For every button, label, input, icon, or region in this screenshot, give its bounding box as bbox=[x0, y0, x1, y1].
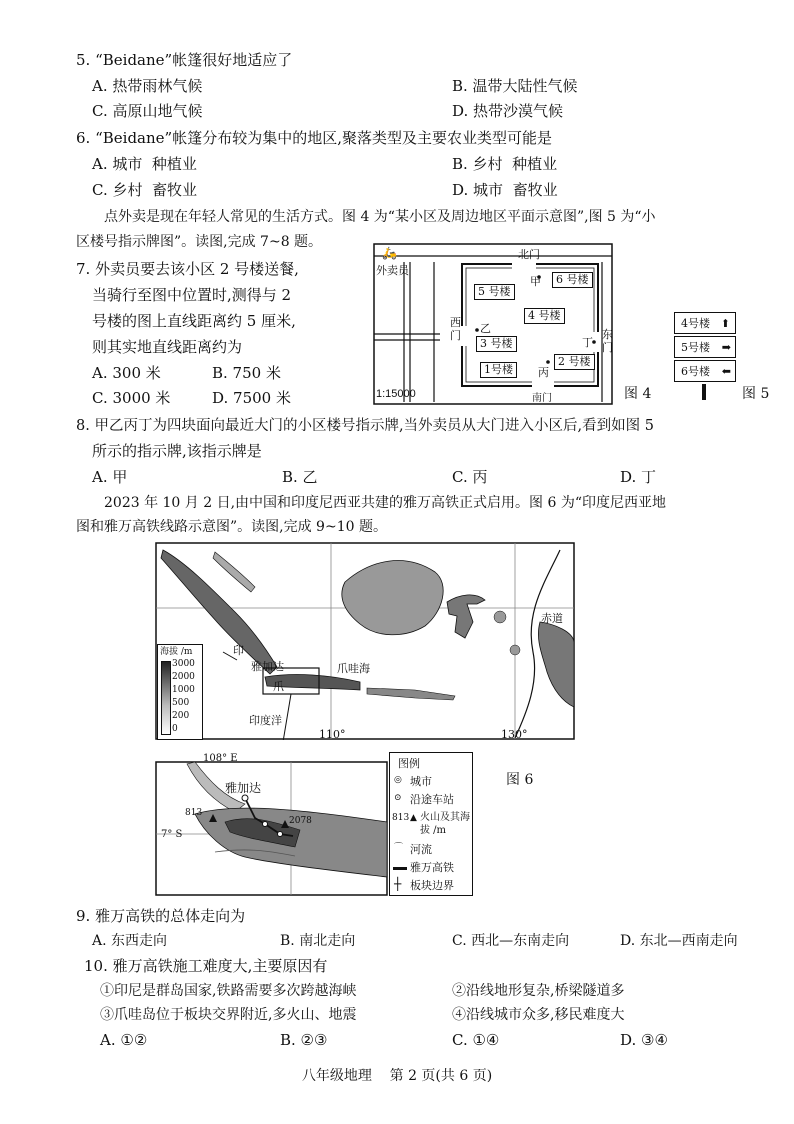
sign-5-label: 5号楼 bbox=[681, 341, 710, 354]
q9-option-d: D. 东北—西南走向 bbox=[620, 933, 738, 949]
q10-option-2: ②沿线地形复杂,桥梁隧道多 bbox=[452, 983, 625, 999]
q7-line3: 号楼的图上直线距离约 5 厘米, bbox=[92, 312, 296, 330]
java-inset-map bbox=[155, 752, 388, 896]
sign-post bbox=[702, 384, 706, 400]
arrow-left-icon: ⬅ bbox=[721, 365, 731, 378]
q9-stem: 9. 雅万高铁的总体走向为 bbox=[76, 907, 246, 925]
fig4-scale: 1:15000 bbox=[376, 388, 416, 400]
fig4-marker-bing: 丙 bbox=[538, 366, 549, 379]
q10-answer-c: C. ①④ bbox=[452, 1031, 500, 1049]
label-lon-110: 110° bbox=[319, 728, 346, 741]
legend-river: 河流 bbox=[410, 843, 432, 856]
figure-4 bbox=[372, 242, 614, 406]
elev-2000: 2000 bbox=[172, 672, 195, 682]
page-footer: 八年级地理 第 2 页(共 6 页) bbox=[301, 1068, 493, 1084]
q5-option-a: A. 热带雨林气候 bbox=[92, 77, 203, 95]
volcano-813: 813 bbox=[185, 808, 203, 818]
sign-6-label: 6号楼 bbox=[681, 365, 710, 378]
label-zhao: 爪 bbox=[273, 680, 284, 693]
q5-option-b: B. 温带大陆性气候 bbox=[452, 77, 578, 95]
river-icon: ⌒ bbox=[394, 843, 404, 853]
elev-500: 500 bbox=[172, 698, 190, 708]
sign-building-5 bbox=[674, 336, 736, 358]
fig4-west-gate: 西 门 bbox=[450, 316, 461, 342]
legend-volcano: 火山及其海拔 /m bbox=[420, 812, 470, 836]
elevation-legend-title: 海拔 /m bbox=[160, 647, 193, 657]
elev-3000: 3000 bbox=[172, 659, 195, 669]
q8-option-d: D. 丁 bbox=[620, 468, 657, 486]
fig4-marker-jia: 甲 bbox=[530, 275, 541, 288]
inset-lon-108: 108° E bbox=[203, 753, 238, 764]
indonesia-map bbox=[155, 542, 575, 740]
fig4-marker-yi: 乙 bbox=[480, 322, 491, 335]
q5-option-d: D. 热带沙漠气候 bbox=[452, 102, 564, 120]
legend-813: 813 bbox=[392, 813, 410, 823]
inset-lat-7: 7° S bbox=[161, 829, 183, 840]
label-lon-130: 130° bbox=[501, 728, 528, 741]
volcano-icon: ▲ bbox=[410, 813, 417, 823]
sign-4-label: 4号楼 bbox=[681, 317, 710, 330]
q10-option-1: ①印尼是群岛国家,铁路需要多次跨越海峡 bbox=[100, 983, 357, 999]
figure-6-inset bbox=[155, 752, 388, 896]
plate-boundary-icon: ┼ bbox=[394, 877, 402, 891]
q9-option-b: B. 南北走向 bbox=[280, 933, 356, 949]
intro78-line2: 区楼号指示牌图”。读图,完成 7~8 题。 bbox=[76, 234, 323, 250]
fig4-north-gate: 北门 bbox=[518, 248, 540, 261]
intro910-line1: 2023 年 10 月 2 日,由中国和印度尼西亚共建的雅万高铁正式启用。图 6 为“印度尼西亚地 bbox=[104, 495, 667, 511]
q7-line4: 则其实地直线距离约为 bbox=[92, 338, 243, 356]
q10-option-4: ④沿线城市众多,移民难度大 bbox=[452, 1007, 625, 1023]
q10-answer-b: B. ②③ bbox=[280, 1031, 328, 1049]
q10-stem: 10. 雅万高铁施工难度大,主要原因有 bbox=[84, 957, 328, 975]
q7-line1: 7. 外卖员要去该小区 2 号楼送餐, bbox=[76, 260, 299, 278]
arrow-up-icon: ⬆ bbox=[720, 317, 730, 330]
fig4-east-gate: 东 门 bbox=[602, 328, 613, 354]
inset-jakarta: 雅加达 bbox=[225, 781, 262, 795]
label-yin: 印 bbox=[233, 644, 244, 657]
label-indian-ocean: 印度洋 bbox=[249, 714, 282, 727]
q8-line2: 所示的指示牌,该指示牌是 bbox=[92, 442, 262, 460]
q7-line2: 当骑行至图中位置时,测得与 2 bbox=[92, 286, 292, 304]
intro78-line1: 点外卖是现在年轻人常见的生活方式。图 4 为“某小区及周边地区平面示意图”,图 5 为“小 bbox=[104, 209, 656, 225]
q5-option-c: C. 高原山地气候 bbox=[92, 102, 203, 120]
elevation-legend bbox=[157, 644, 203, 740]
q6-option-c: C. 乡村 畜牧业 bbox=[92, 181, 198, 199]
elev-0: 0 bbox=[172, 724, 178, 734]
legend-city: 城市 bbox=[410, 775, 432, 788]
elev-1000: 1000 bbox=[172, 685, 195, 695]
legend-rail: 雅万高铁 bbox=[410, 861, 454, 874]
q8-option-b: B. 乙 bbox=[282, 468, 318, 486]
elev-200: 200 bbox=[172, 711, 190, 721]
fig4-caption: 图 4 bbox=[624, 386, 652, 402]
figure-6-map bbox=[155, 542, 575, 740]
q7-option-c: C. 3000 米 bbox=[92, 389, 171, 407]
q8-option-c: C. 丙 bbox=[452, 468, 488, 486]
legend-station: 沿途车站 bbox=[410, 793, 454, 806]
legend-plate: 板块边界 bbox=[410, 879, 454, 892]
q7-option-a: A. 300 米 bbox=[92, 364, 161, 382]
fig4-building-6: 6 号楼 bbox=[552, 272, 593, 288]
q6-stem: 6. “Beidane”帐篷分布较为集中的地区,聚落类型及主要农业类型可能是 bbox=[76, 129, 552, 147]
fig4-marker-ding: 丁 bbox=[582, 336, 593, 349]
legend-title: 图例 bbox=[398, 757, 420, 770]
sign-building-6 bbox=[674, 360, 736, 382]
intro910-line2: 图和雅万高铁线路示意图”。读图,完成 9~10 题。 bbox=[76, 519, 387, 535]
equator-label: 赤道 bbox=[541, 612, 563, 625]
q7-option-d: D. 7500 米 bbox=[212, 389, 291, 407]
q10-option-3: ③爪哇岛位于板块交界附近,多火山、地震 bbox=[100, 1007, 357, 1023]
fig4-building-3: 3 号楼 bbox=[476, 336, 517, 352]
q8-line1: 8. 甲乙丙丁为四块面向最近大门的小区楼号指示牌,当外卖员从大门进入小区后,看到如图 5 bbox=[76, 418, 654, 434]
scooter-icon: 🛵 bbox=[382, 246, 397, 260]
arrow-right-icon: ➡ bbox=[721, 341, 731, 354]
elevation-ramp bbox=[161, 661, 171, 735]
fig4-building-1: 1号楼 bbox=[480, 362, 517, 378]
q9-option-c: C. 西北—东南走向 bbox=[452, 933, 570, 949]
fig4-building-5: 5 号楼 bbox=[474, 284, 515, 300]
volcano-2078: 2078 bbox=[289, 816, 312, 826]
q8-option-a: A. 甲 bbox=[92, 468, 128, 486]
figure-6-legend bbox=[389, 752, 473, 896]
q7-option-b: B. 750 米 bbox=[212, 364, 281, 382]
q5-stem: 5. “Beidane”帐篷很好地适应了 bbox=[76, 51, 293, 69]
station-icon: ⊙ bbox=[394, 793, 402, 803]
rail-icon bbox=[393, 867, 407, 870]
q6-option-d: D. 城市 畜牧业 bbox=[452, 181, 558, 199]
fig4-south-gate: 南门 bbox=[532, 393, 552, 404]
label-java-sea: 爪哇海 bbox=[337, 662, 370, 675]
q9-option-a: A. 东西走向 bbox=[92, 933, 168, 949]
q10-answer-d: D. ③④ bbox=[620, 1031, 668, 1049]
q6-option-a: A. 城市 种植业 bbox=[92, 155, 197, 173]
q10-answer-a: A. ①② bbox=[100, 1031, 148, 1049]
fig4-building-4: 4 号楼 bbox=[524, 308, 565, 324]
fig6-caption: 图 6 bbox=[506, 772, 534, 788]
q6-option-b: B. 乡村 种植业 bbox=[452, 155, 558, 173]
sign-building-4 bbox=[674, 312, 736, 334]
city-icon: ◎ bbox=[394, 775, 402, 785]
fig5-caption: 图 5 bbox=[742, 386, 770, 402]
fig4-rider-label: 外卖员 bbox=[376, 264, 409, 277]
fig4-building-2: 2 号楼 bbox=[554, 354, 595, 370]
label-jakarta: 雅加达 bbox=[251, 660, 284, 673]
